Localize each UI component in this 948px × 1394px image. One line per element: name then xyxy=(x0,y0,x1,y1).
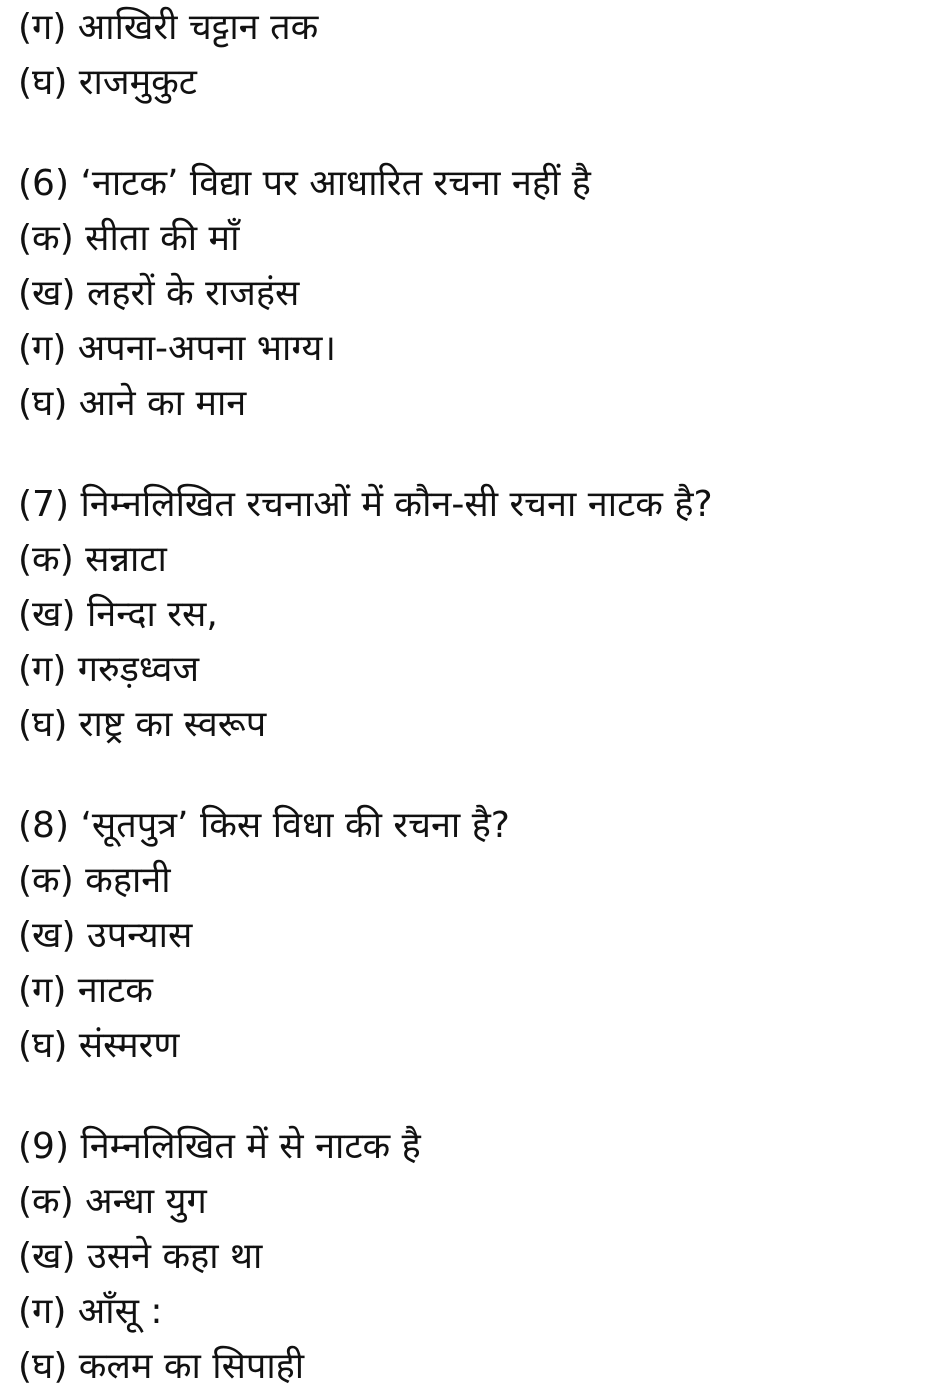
option-gha: (घ) आने का मान xyxy=(18,383,247,424)
option-kha: (ख) उपन्यास xyxy=(18,915,193,956)
option-ga: (ग) आँसू : xyxy=(18,1291,163,1332)
option-ka: (क) सीता की माँ xyxy=(18,218,240,259)
option-ga: (ग) गरुड़ध्वज xyxy=(18,649,200,690)
option-gha: (घ) राजमुकुट xyxy=(18,62,197,103)
option-kha: (ख) लहरों के राजहंस xyxy=(18,273,300,314)
option-ka: (क) अन्धा युग xyxy=(18,1181,207,1222)
option-gha: (घ) कलम का सिपाही xyxy=(18,1346,305,1387)
option-ga: (ग) अपना-अपना भाग्य। xyxy=(18,328,337,369)
option-gha: (घ) राष्ट्र का स्वरूप xyxy=(18,704,267,745)
question-8 xyxy=(18,798,938,1073)
question-text: (8) ‘सूतपुत्र’ किस विधा की रचना है? xyxy=(18,805,510,846)
option-ka: (क) कहानी xyxy=(18,860,171,901)
question-5-tail xyxy=(18,0,938,110)
question-page xyxy=(18,0,938,1394)
question-7 xyxy=(18,477,938,752)
question-text: (7) निम्नलिखित रचनाओं में कौन-सी रचना नाटक है? xyxy=(18,484,713,525)
option-ga: (ग) आखिरी चट्टान तक xyxy=(18,7,319,48)
question-9 xyxy=(18,1119,938,1394)
option-ga: (ग) नाटक xyxy=(18,970,153,1011)
question-6 xyxy=(18,156,938,431)
option-gha: (घ) संस्मरण xyxy=(18,1025,180,1066)
option-kha: (ख) निन्दा रस, xyxy=(18,594,218,635)
option-kha: (ख) उसने कहा था xyxy=(18,1236,263,1277)
question-text: (6) ‘नाटक’ विद्या पर आधारित रचना नहीं है xyxy=(18,163,591,204)
option-ka: (क) सन्नाटा xyxy=(18,539,167,580)
question-text: (9) निम्नलिखित में से नाटक है xyxy=(18,1126,421,1167)
